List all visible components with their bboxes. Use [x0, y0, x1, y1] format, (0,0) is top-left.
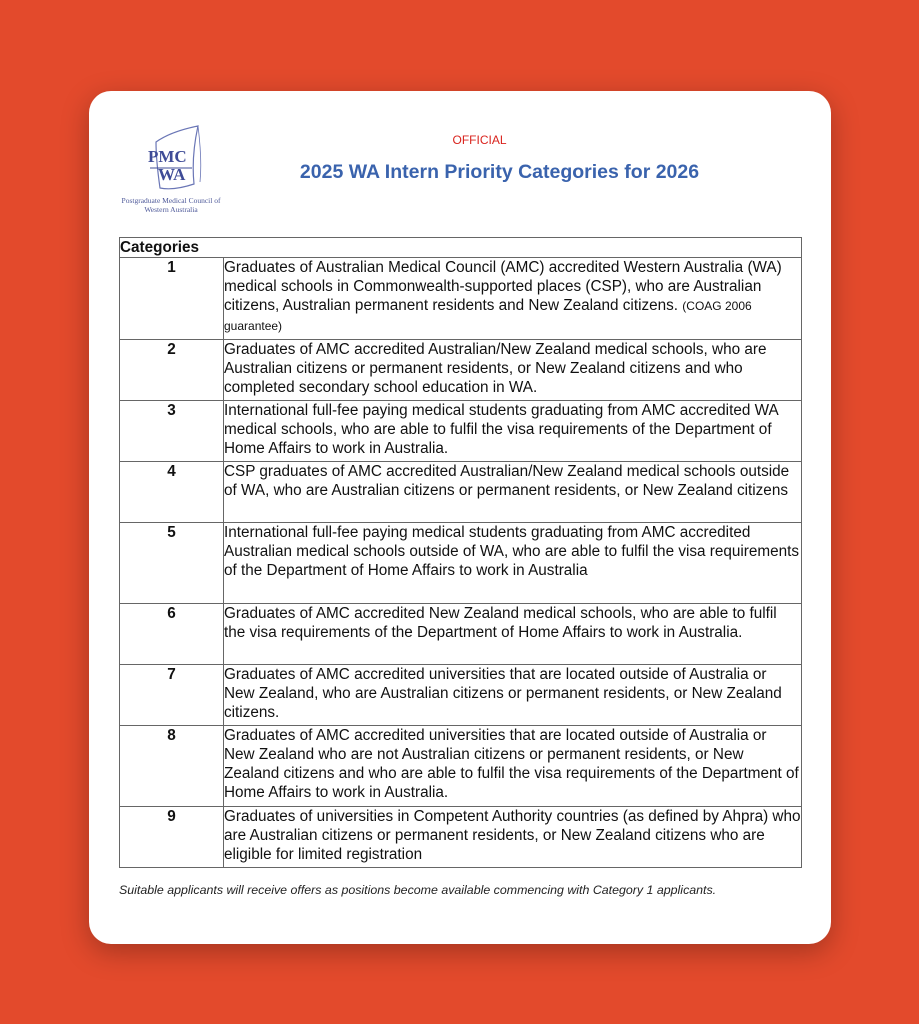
category-number: 1: [120, 258, 224, 340]
table-row: [120, 340, 802, 401]
table-row: [120, 807, 802, 868]
table-row: [120, 523, 802, 604]
category-description: Graduates of AMC accredited Australian/New Zealand medical schools, who are Australian citizens or permanent residents, or New Zealand citizens and who completed secondary school education in WA.: [224, 340, 802, 401]
svg-text:PMC: PMC: [148, 147, 187, 166]
category-description: CSP graduates of AMC accredited Australian/New Zealand medical schools outside of WA, who are Australian citizens or permanent residents, or New Zealand citizens: [224, 462, 802, 523]
category-number: 3: [120, 401, 224, 462]
category-description: Graduates of AMC accredited universities that are located outside of Australia or New Zealand who are not Australian citizens or permanent residents, or New Zealand citizens and who are able to fulfil the visa requirements of the Department of Home Affairs to work in Australia.: [224, 726, 802, 807]
category-description: [224, 258, 802, 340]
official-label: OFFICIAL: [452, 133, 507, 147]
category-text: Graduates of Australian Medical Council (AMC) accredited Western Australia (WA) medical schools in Commonwealth-supported places (CSP), who are Australian citizens, Australian permanent residents and New Zealand citizens.: [224, 259, 782, 314]
table-row: [120, 726, 802, 807]
table-row: [120, 462, 802, 523]
category-number: 6: [120, 604, 224, 665]
category-number: 5: [120, 523, 224, 604]
table-row: [120, 604, 802, 665]
categories-table: [119, 237, 802, 868]
category-number: 2: [120, 340, 224, 401]
category-note: (COAG 2006 guarantee): [224, 299, 752, 333]
table-header: Categories: [120, 238, 802, 258]
table-row: [120, 401, 802, 462]
category-description: International full-fee paying medical students graduating from AMC accredited Australian medical schools outside of WA, who are able to fulfil the visa requirements of the Department of Home Affairs to work in Australia: [224, 523, 802, 604]
footer-note: Suitable applicants will receive offers as positions become available commencing with Category 1 applicants.: [119, 883, 717, 897]
category-number: 4: [120, 462, 224, 523]
category-number: 9: [120, 807, 224, 868]
category-description: International full-fee paying medical students graduating from AMC accredited WA medical schools, who are able to fulfil the visa requirements of the Department of Home Affairs to work in Australia.: [224, 401, 802, 462]
page-title: 2025 WA Intern Priority Categories for 2026: [299, 161, 700, 183]
category-description: Graduates of AMC accredited New Zealand medical schools, who are able to fulfil the visa requirements of the Department of Home Affairs to work in Australia.: [224, 604, 802, 665]
logo-caption: Postgraduate Medical Council of Western Australia: [121, 196, 221, 214]
svg-text:WA: WA: [158, 165, 186, 184]
category-description: Graduates of universities in Competent Authority countries (as defined by Ahpra) who are Australian citizens or permanent residents, or New Zealand citizens who are eligible for limited registration: [224, 807, 802, 868]
category-number: 8: [120, 726, 224, 807]
category-number: 7: [120, 665, 224, 726]
table-header-row: [120, 238, 802, 258]
table-row: [120, 665, 802, 726]
table-row: [120, 258, 802, 340]
category-description: Graduates of AMC accredited universities that are located outside of Australia or New Zealand, who are Australian citizens or permanent residents, or New Zealand citizens.: [224, 665, 802, 726]
